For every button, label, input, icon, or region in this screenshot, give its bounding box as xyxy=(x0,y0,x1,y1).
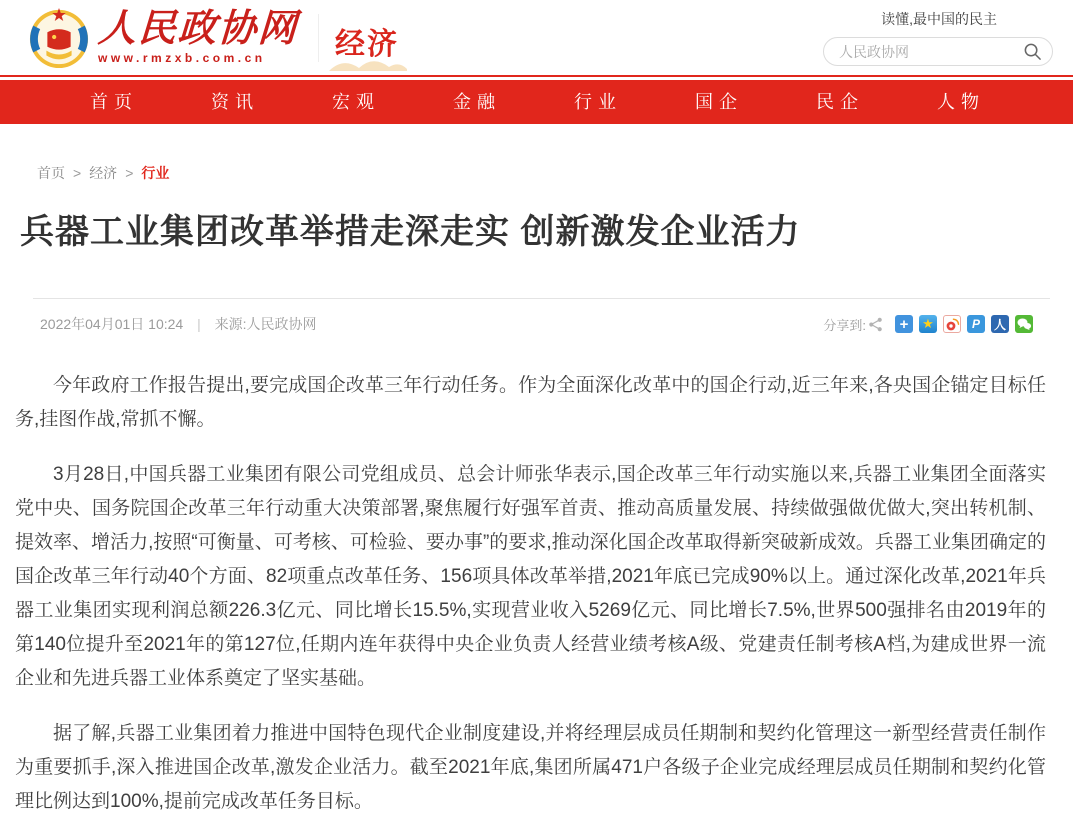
cppcc-emblem-logo[interactable] xyxy=(28,7,90,69)
share-row xyxy=(823,315,1033,334)
header-divider xyxy=(318,14,319,62)
channel-label: 经济 xyxy=(335,27,400,61)
article-paragraph: 今年政府工作报告提出,要完成国企改革三年行动任务。作为全面深化改革中的国企行动,近三年来,各央国企锚定目标任务,挂图作战,常抓不懈。 xyxy=(15,375,1046,430)
nav-item-macro[interactable]: 宏观 xyxy=(332,92,380,112)
share-pengyou-icon[interactable]: P xyxy=(967,315,985,333)
meta-divider xyxy=(33,298,1050,299)
breadcrumb-current[interactable]: 行业 xyxy=(141,165,170,181)
article-date: 2022年04月01日 10:24 xyxy=(40,316,184,332)
main-nav xyxy=(0,80,1073,124)
site-slogan: 读懂,最中国的民主 xyxy=(881,11,997,27)
site-header xyxy=(0,0,1073,75)
nav-item-finance[interactable]: 金融 xyxy=(453,92,501,112)
meta-separator: | xyxy=(197,316,201,332)
site-url: www.rmzxb.com.cn xyxy=(98,51,266,65)
article-meta xyxy=(40,314,317,334)
nav-item-soe[interactable]: 国企 xyxy=(695,92,743,112)
nav-item-industry[interactable]: 行业 xyxy=(574,92,622,112)
share-weibo-icon[interactable] xyxy=(943,315,961,333)
breadcrumb-home[interactable]: 首页 xyxy=(37,165,65,181)
share-qzone-icon[interactable]: ★ xyxy=(919,315,937,333)
nav-item-people[interactable]: 人物 xyxy=(937,92,985,112)
share-renren-icon[interactable]: 人 xyxy=(991,315,1009,333)
nav-item-private[interactable]: 民企 xyxy=(816,92,864,112)
breadcrumb-separator: > xyxy=(73,165,82,181)
site-name: 人民政协网 xyxy=(96,8,300,50)
share-icon[interactable] xyxy=(868,317,883,332)
site-logo[interactable] xyxy=(98,10,298,65)
breadcrumb-separator: > xyxy=(125,165,134,181)
header-logo-group xyxy=(28,7,399,69)
breadcrumb xyxy=(37,163,1073,183)
share-more-icon[interactable]: + xyxy=(895,315,913,333)
nav-item-news[interactable]: 资讯 xyxy=(211,92,259,112)
article-title: 兵器工业集团改革举措走深走实 创新激发企业活力 xyxy=(20,213,801,251)
article-paragraph: 3月28日,中国兵器工业集团有限公司党组成员、总会计师张华表示,国企改革三年行动实施以来,兵器工业集团全面落实党中央、国务院国企改革三年行动重大决策部署,聚焦履行好强军首责、推动高质量发展、持续做强做优做大,突出转机制、提效率、增活力,按照“可衡量、可考核、可检验、要办事”的要求,推动深化国企改革取得新突破新成效。兵器工业集团确定的国企改革三年行动40个方面、82项重点改革任务、156项具体改革举措,2021年底已完成90%以上。通过深化改革,2021年兵器工业集团实现利润总额226.3亿元、同比增长15.5%,实现营业收入5269亿元、同比增长7.5%,世界500强排名由2019年的第140位提升至2021年的第127位,任期内连年获得中央企业负责人经营业绩考核A级、党建责任制考核A档,为建成世界一流企业和先进兵器工业体系奠定了坚实基础。 xyxy=(15,464,1046,689)
header-right xyxy=(823,9,1053,66)
article-body xyxy=(15,369,1046,819)
main-content xyxy=(0,163,1073,819)
header-red-line xyxy=(0,75,1073,77)
share-wechat-icon[interactable] xyxy=(1015,315,1033,333)
meta-row xyxy=(40,314,1033,334)
search-box xyxy=(823,37,1053,66)
article-source: 来源:人民政协网 xyxy=(214,316,317,332)
share-label: 分享到: xyxy=(823,317,866,333)
nav-item-home[interactable]: 首页 xyxy=(90,92,138,112)
search-icon[interactable] xyxy=(1023,42,1042,61)
article-paragraph: 据了解,兵器工业集团着力推进中国特色现代企业制度建设,并将经理层成员任期制和契约化管理这一新型经营责任制作为重要抓手,深入推进国企改革,激发企业活力。截至2021年底,集团所属471户各级子企业完成经理层成员任期制和契约化管理比例达到100%,提前完成改革任务目标。 xyxy=(15,723,1046,812)
search-input[interactable] xyxy=(837,43,1023,61)
breadcrumb-economy[interactable]: 经济 xyxy=(89,165,118,181)
channel-badge xyxy=(335,13,399,63)
